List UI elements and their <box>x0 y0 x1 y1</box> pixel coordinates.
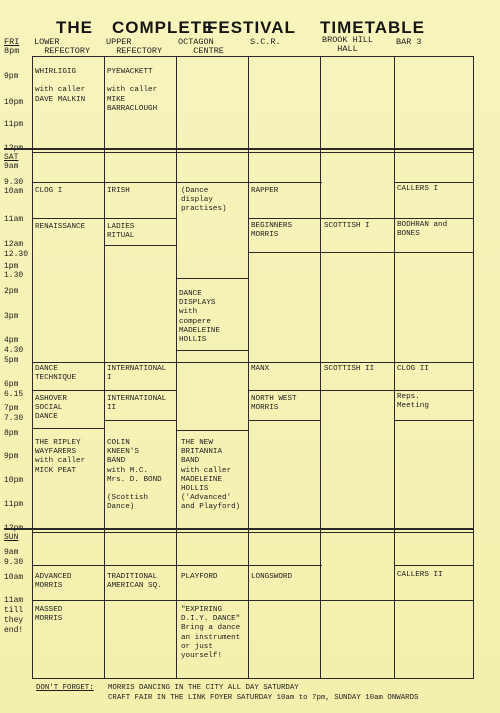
event-colin-kneens-band: COLIN KNEEN'S BAND with M.C. Mrs. D. BOND (Scottish Dance) <box>107 439 162 512</box>
title-the: THE <box>56 18 93 37</box>
footer-line-1: MORRIS DANCING IN THE CITY ALL DAY SATURDAY <box>108 684 299 692</box>
event-beginners-morris: BEGINNERS MORRIS <box>251 222 293 240</box>
grid-line <box>32 362 474 363</box>
event-playford: PLAYFORD <box>181 573 218 581</box>
time-label: 10am <box>4 187 24 196</box>
time-label: 2pm <box>4 287 19 296</box>
time-label: 10pm <box>4 98 24 107</box>
grid-line <box>32 182 322 183</box>
title-timetable: TIMETABLE <box>320 18 426 37</box>
event-pyewackett: PYEWACKETT with caller MIKE BARRACLOUGH <box>107 68 158 113</box>
grid-line <box>32 428 104 429</box>
title-festival: FESTIVAL <box>207 18 296 37</box>
time-label: 7pm <box>4 404 19 413</box>
time-label: 11am <box>4 596 24 605</box>
time-label: 9.30 <box>4 558 24 567</box>
time-label: 7.30 <box>4 414 24 423</box>
header-lower-refectory: LOWER REFECTORY <box>34 37 91 56</box>
time-label: 1pm <box>4 262 19 271</box>
event-massed-morris: MASSED MORRIS <box>35 606 63 624</box>
event-advanced-morris: ADVANCED MORRIS <box>35 573 72 591</box>
event-manx: MANX <box>251 365 270 373</box>
grid-line <box>32 218 176 219</box>
time-label: 9pm <box>4 452 19 461</box>
header-brook-hill-hall: BROOK HILL HALL <box>322 35 374 54</box>
event-renaissance: RENAISSANCE <box>35 223 86 231</box>
time-label: 10pm <box>4 476 24 485</box>
event-whirligig: WHIRLIGIG with caller DAVE MALKIN <box>35 68 86 104</box>
time-label: 11pm <box>4 120 24 129</box>
event-ashover-social-dance: ASHOVER SOCIAL DANCE <box>35 395 67 422</box>
event-scottish-2: SCOTTISH II <box>324 365 375 373</box>
day-divider <box>4 528 474 530</box>
event-north-west-morris: NORTH WEST MORRIS <box>251 395 297 413</box>
grid-line <box>32 56 474 57</box>
footer-label: DON'T FORGET: <box>36 684 94 692</box>
time-label: 8pm <box>4 429 19 438</box>
time-label: 11am <box>4 215 24 224</box>
event-dance-display-practises: (Dance display practises) <box>181 187 227 214</box>
event-clog-2: CLOG II <box>397 365 429 373</box>
time-label: 4.30 <box>4 346 24 355</box>
time-label: 10am <box>4 573 24 582</box>
grid-line <box>248 420 320 421</box>
grid-line <box>32 600 474 601</box>
event-international-1: INTERNATIONAL I <box>107 365 167 383</box>
event-clog-1: CLOG I <box>35 187 63 195</box>
time-label: 12am <box>4 240 24 249</box>
grid-line <box>176 278 248 279</box>
grid-line <box>32 390 176 391</box>
event-bodhran-and-bones: BODHRAN and BONES <box>397 221 448 239</box>
grid-line <box>176 430 248 431</box>
header-scr: S.C.R. <box>250 37 281 47</box>
time-label: 9am <box>4 548 19 557</box>
event-ripley-wayfarers: THE RIPLEY WAYFARERS with caller MICK PEAT <box>35 439 86 475</box>
grid-line <box>32 565 322 566</box>
day-divider <box>4 148 474 150</box>
time-label: 12.30 <box>4 250 29 259</box>
grid-line <box>394 420 474 421</box>
time-label: 9.30 <box>4 178 24 187</box>
event-reps-meeting: Reps. Meeting <box>397 393 429 411</box>
grid-line <box>248 252 474 253</box>
header-upper-refectory: UPPER REFECTORY <box>106 37 163 56</box>
header-bar-3: BAR 3 <box>396 37 422 47</box>
event-expiring-diy-dance: "EXPIRING D.I.Y. DANCE" Bring a dance an instrument or just yourself! <box>181 606 241 661</box>
time-label: 5pm <box>4 356 19 365</box>
grid-line <box>248 390 474 391</box>
grid-line <box>32 678 474 679</box>
grid-line <box>104 420 176 421</box>
grid-line <box>248 218 474 219</box>
time-fri-8pm: 8pm <box>4 46 20 56</box>
time-label: 11pm <box>4 500 24 509</box>
time-label: they <box>4 616 24 625</box>
day-saturday: SAT <box>4 153 19 162</box>
time-label: end! <box>4 626 24 635</box>
event-dance-technique: DANCE TECHNIQUE <box>35 365 77 383</box>
event-rapper: RAPPER <box>251 187 279 195</box>
time-label: till <box>4 606 24 615</box>
time-label: 9pm <box>4 72 19 81</box>
event-international-2: INTERNATIONAL II <box>107 395 167 413</box>
time-label: 6.15 <box>4 390 24 399</box>
grid-line <box>32 532 474 533</box>
day-sunday: SUN <box>4 533 19 542</box>
event-new-britannia-band: THE NEW BRITANNIA BAND with caller MADELEINE HOLLIS ('Advanced' and Playford) <box>181 439 241 512</box>
event-longsword: LONGSWORD <box>251 573 293 581</box>
grid-line <box>394 182 474 183</box>
title-complete: COMPLETE <box>112 18 215 37</box>
event-traditional-american: TRADITIONAL AMERICAN SQ. <box>107 573 162 591</box>
grid-line <box>176 350 248 351</box>
day-friday: FRI <box>4 37 20 47</box>
event-callers-1: CALLERS I <box>397 185 439 193</box>
grid-line <box>32 152 474 153</box>
time-label: 3pm <box>4 312 19 321</box>
grid-line <box>394 565 474 566</box>
time-label: 9am <box>4 162 19 171</box>
header-octagon-centre: OCTAGON CENTRE <box>178 37 224 56</box>
footer-line-2: CRAFT FAIR IN THE LINK FOYER SATURDAY 10am to 7pm, SUNDAY 10am ONWARDS <box>108 694 419 702</box>
event-irish: IRISH <box>107 187 130 195</box>
time-label: 4pm <box>4 336 19 345</box>
time-label: 6pm <box>4 380 19 389</box>
time-label: 1.30 <box>4 271 24 280</box>
event-scottish-1: SCOTTISH I <box>324 222 370 230</box>
event-callers-2: CALLERS II <box>397 571 443 579</box>
event-ladies-ritual: LADIES RITUAL <box>107 223 135 241</box>
event-dance-displays: DANCE DISPLAYS with compere MADELEINE HOLLIS <box>179 290 221 345</box>
grid-line <box>104 245 176 246</box>
